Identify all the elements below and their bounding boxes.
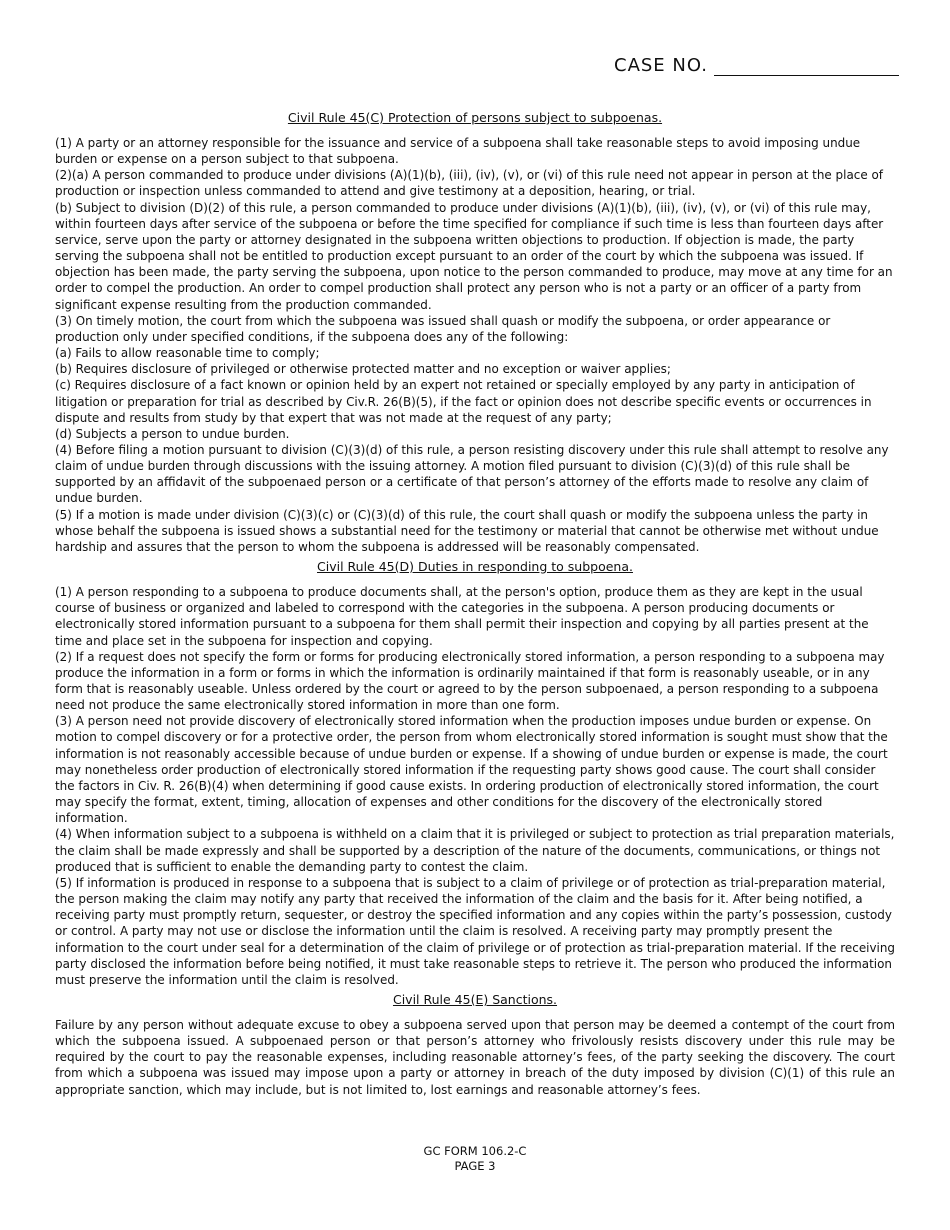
case-no-blank-line: [714, 55, 899, 76]
paragraph: (c) Requires disclosure of a fact known or opinion held by an expert not retained or specially employed by any party in anticipation of litigation or preparation for trial as described by Civ.R. 26(B)(5), if the fact or opinion does not describe specific events or occurrences in dispute and results from study by that expert that was not made at the request of any party;: [55, 378, 872, 425]
paragraph: (a) Fails to allow reasonable time to comply;: [55, 346, 320, 361]
section-rule-45e: [55, 991, 895, 1098]
paragraph: (b) Subject to division (D)(2) of this rule, a person commanded to produce under divisions (A)(1)(b), (iii), (iv), (v), or (vi) of this rule may, within fourteen days after service of the subpoena or before the time specified for compliance if such time is less than fourteen days after service, serve upon the party or attorney designated in the subpoena written objections to production. If objection is made, the party serving the subpoena shall not be entitled to production except pursuant to an order of the court by which the subpoena was issued. If objection has been made, the party serving the subpoena, upon notice to the person commanded to produce, may move at any time for an order to compel the production. An order to compel production shall protect any person who is not a party or an officer of a party from significant expense resulting from the production commanded.: [55, 200, 893, 312]
form-number: GC FORM 106.2-C: [423, 1144, 527, 1158]
page-footer: [0, 1144, 950, 1174]
section-rule-45c: [55, 109, 895, 555]
paragraph: (5) If a motion is made under division (C)(3)(c) or (C)(3)(d) of this rule, the court shall quash or modify the subpoena unless the party in whose behalf the subpoena is issued shows a substantial need for the testimony or material that cannot be otherwise met without undue hardship and assures that the person to whom the subpoena is addressed will be reasonably compensated.: [55, 507, 879, 554]
paragraph: Failure by any person without adequate excuse to obey a subpoena served upon that person may be deemed a contempt of the court from which the subpoena issued. A subpoenaed person or that person’s attorney who frivolously resists discovery under this rule may be required by the court to pay the reasonable expenses, including reasonable attorney’s fees, of the party seeking the discovery. The court from which a subpoena was issued may impose upon a party or attorney in breach of the duty imposed by division (C)(1) of this rule an appropriate sanction, which may include, but is not limited to, lost earnings and reasonable attorney’s fees.: [55, 1017, 895, 1097]
section-rule-45d: [55, 558, 895, 988]
case-number-field: [614, 55, 899, 76]
paragraph: (5) If information is produced in response to a subpoena that is subject to a claim of privilege or of protection as trial-preparation material, the person making the claim may notify any party that received the information of the claim and the basis for it. After being notified, a receiving party must promptly return, sequester, or destroy the specified information and any copies within the party’s possession, custody or control. A party may not use or disclose the information until the claim is resolved. A receiving party may promptly present the information to the court under seal for a determination of the claim of privilege or of protection as trial-preparation material. If the receiving party disclosed the information before being notified, it must take reasonable steps to retrieve it. The person who produced the information must preserve the information until the claim is resolved.: [55, 875, 896, 987]
paragraph: (2)(a) A person commanded to produce under divisions (A)(1)(b), (iii), (iv), (v), or (vi) of this rule need not appear in person at the place of production or inspection unless commanded to attend and give testimony at a deposition, hearing, or trial.: [55, 168, 883, 199]
paragraph: (4) When information subject to a subpoena is withheld on a claim that it is privileged or subject to protection as trial preparation materials, the claim shall be made expressly and shall be supported by a description of the nature of the documents, communications, or things not produced that is sufficient to enable the demanding party to contest the claim.: [55, 827, 895, 874]
paragraph: (1) A party or an attorney responsible for the issuance and service of a subpoena shall take reasonable steps to avoid imposing undue burden or expense on a person subject to that subpoena.: [55, 136, 861, 167]
document-body: [55, 109, 895, 1098]
paragraph: (2) If a request does not specify the form or forms for producing electronically stored information, a person responding to a subpoena may produce the information in a form or forms in which the information is ordinarily maintained if that form is reasonably useable, or in any form that is reasonably useable. Unless ordered by the court or agreed to by the person subpoenaed, a person responding to a subpoena need not produce the same electronically stored information in more than one form.: [55, 649, 885, 713]
case-no-label: CASE NO.: [614, 55, 709, 76]
paragraph: (3) On timely motion, the court from which the subpoena was issued shall quash or modify the subpoena, or order appearance or production only under specified conditions, if the subpoena does any of the following:: [55, 313, 831, 344]
paragraph: (3) A person need not provide discovery of electronically stored information when the production imposes undue burden or expense. On motion to compel discovery or for a protective order, the person from whom electronically stored information is sought must show that the information is not reasonably accessible because of undue burden or expense. If a showing of undue burden or expense is made, the court may nonetheless order production of electronically stored information if the requesting party shows good cause. The court shall consider the factors in Civ. R. 26(B)(4) when determining if good cause exists. In ordering production of electronically stored information, the court may specify the format, extent, timing, allocation of expenses and other conditions for the discovery of the electronically stored information.: [55, 714, 888, 826]
paragraph: (1) A person responding to a subpoena to produce documents shall, at the person's option, produce them as they are kept in the usual course of business or organized and labeled to correspond with the categories in the subpoena. A person producing documents or electronically stored information pursuant to a subpoena for them shall permit their inspection and copying by all parties present at the time and place set in the subpoena for inspection and copying.: [55, 585, 869, 648]
paragraph: (4) Before filing a motion pursuant to division (C)(3)(d) of this rule, a person resisting discovery under this rule shall attempt to resolve any claim of undue burden through discussions with the issuing attorney. A motion filed pursuant to division (C)(3)(d) of this rule shall be supported by an affidavit of the subpoenaed person or a certificate of that person’s attorney of the efforts made to resolve any claim of undue burden.: [55, 442, 889, 506]
section-title: Civil Rule 45(E) Sanctions.: [392, 991, 558, 1007]
section-title: Civil Rule 45(C) Protection of persons subject to subpoenas.: [287, 110, 663, 125]
page-number: PAGE 3: [454, 1159, 496, 1173]
section-title: Civil Rule 45(D) Duties in responding to subpoena.: [317, 559, 633, 575]
paragraph: (b) Requires disclosure of privileged or otherwise protected matter and no exception or waiver applies;: [55, 362, 671, 377]
paragraph: (d) Subjects a person to undue burden.: [55, 426, 290, 441]
